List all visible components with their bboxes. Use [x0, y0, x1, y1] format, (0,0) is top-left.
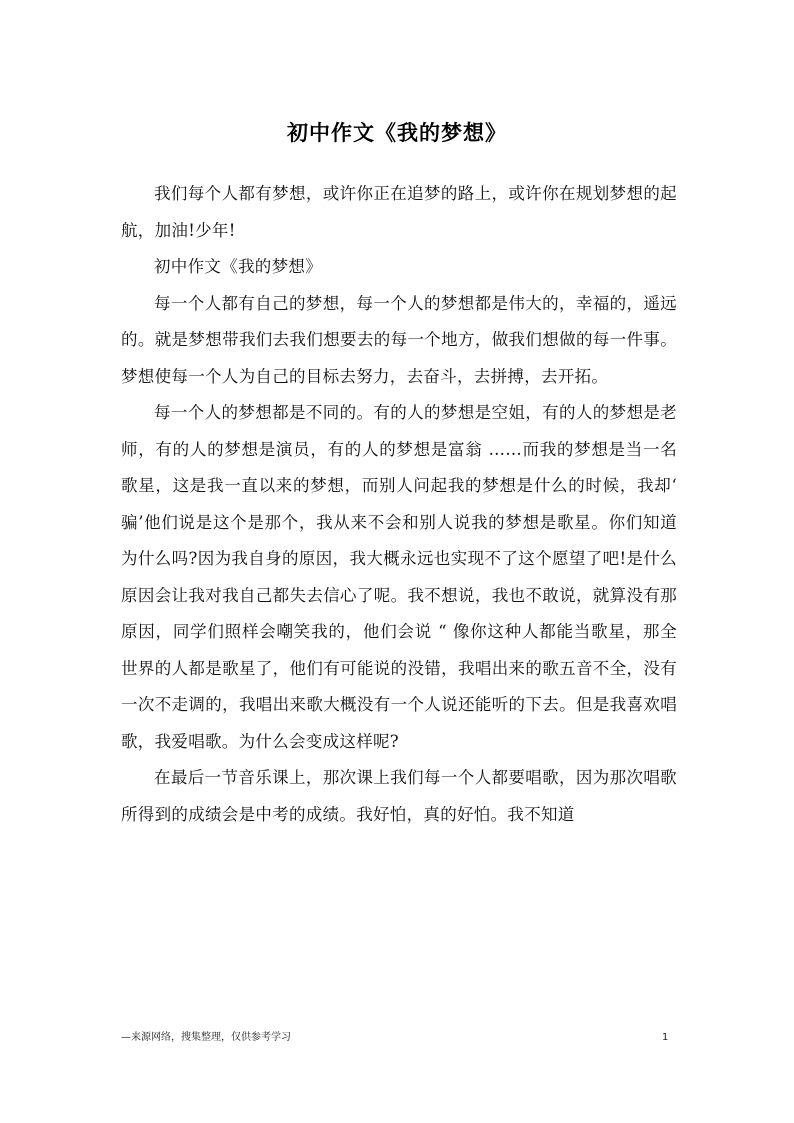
paragraph-subtitle: 初中作文《我的梦想》	[154, 257, 322, 276]
document-title: 初中作文《我的梦想》	[287, 120, 507, 145]
footer-page-number: 1	[662, 1032, 669, 1043]
paragraph-dreams-general: 每一个人都有自己的梦想，每一个人的梦想都是伟大的，幸福的，遥远的。就是梦想带我们去我们想要去的每一个地方，做我们想做的每一件事。梦想使每一个人为自己的目标去努力，去奋斗，去拼搏，去开拓。	[121, 293, 677, 386]
paragraph-my-dream: 每一个人的梦想都是不同的。有的人的梦想是空姐，有的人的梦想是老师，有的人的梦想是演员，有的人的梦想是富翁 ……而我的梦想是当一名歌星，这是我一直以来的梦想，而别人问起我的梦想是什么的时候，我却‘ 骗’他们说是这个是那个，我从来不会和别人说我的梦想是歌星。你们知道为什么吗?因为我自身的原因，我大概永远也实现不了这个愿望了吧!是什么原因会让我对我自己都失去信心了呢。我不想说，我也不敢说，就算没有那原因，同学们照样会嘲笑我的，他们会说 “ 像你这种人都能当歌星，那全世界的人都是歌星了，他们有可能说的没错，我唱出来的歌五音不全，没有一次不走调的，我唱出来歌大概没有一个人说还能听的下去。但是我喜欢唱歌，我爱唱歌。为什么会变成这样呢?	[121, 403, 677, 751]
document-body	[121, 176, 677, 833]
paragraph-music-class: 在最后一节音乐课上，那次课上我们每一个人都要唱歌，因为那次唱歌所得到的成绩会是中考的成绩。我好怕，真的好怕。我不知道	[121, 768, 677, 824]
footer-source-note: —来源网络，搜集整理，仅供参考学习	[121, 1032, 291, 1043]
paragraph-intro: 我们每个人都有梦想，或许你正在追梦的路上，或许你在规划梦想的起航，加油!少年!	[121, 184, 677, 240]
